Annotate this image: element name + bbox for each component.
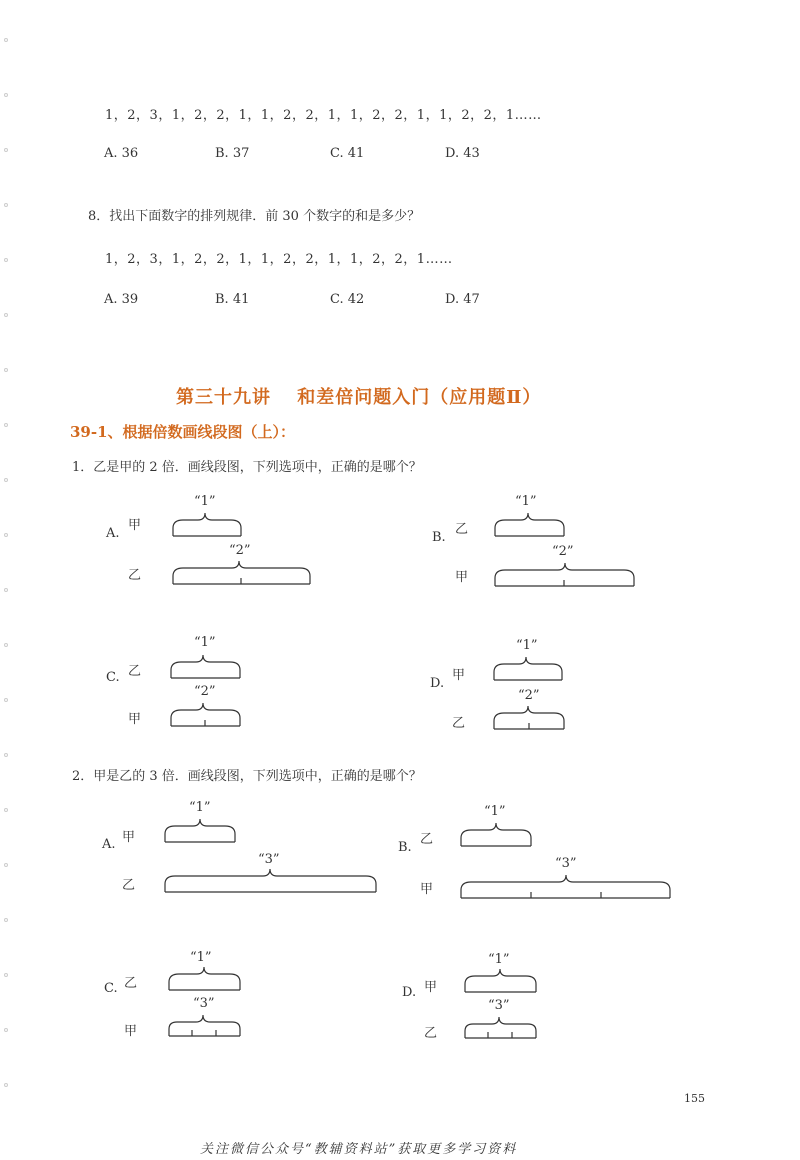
binding-edge [2,0,10,1160]
p2-choice-d-letter[interactable]: D. [402,985,417,1000]
p1-choice-b-top-mark: “1” [515,494,537,509]
p2-choice-a-letter[interactable]: A. [102,837,116,852]
q8-option-a[interactable]: A. 39 [104,292,139,307]
p2-choice-b-letter[interactable]: B. [398,840,412,855]
p1-choice-b-diagram [490,508,640,590]
p2-choice-a-bottom-mark: “3” [258,852,280,867]
q8-option-d[interactable]: D. 47 [445,292,480,307]
p2-choice-d-top-mark: “1” [488,952,510,967]
p1-choice-b-letter[interactable]: B. [432,530,446,545]
p1-choice-a-top-label: 甲 [128,518,142,533]
q7-option-b[interactable]: B. 37 [215,146,250,161]
p2-choice-a-top-mark: “1” [189,800,211,815]
p1-choice-a-letter[interactable]: A. [106,526,120,541]
p2-choice-b-top-mark: “1” [484,804,506,819]
page-number: 155 [684,1092,705,1105]
q7-option-d[interactable]: D. 43 [445,146,480,161]
q8-option-b[interactable]: B. 41 [215,292,250,307]
problem1-question: 1．乙是甲的 2 倍．画线段图，下列选项中，正确的是哪个？ [72,460,422,475]
p2-choice-a-bottom-label: 乙 [122,878,136,893]
problem2-question: 2．甲是乙的 3 倍．画线段图，下列选项中，正确的是哪个？ [72,769,422,784]
p1-choice-c-top-label: 乙 [128,664,142,679]
p1-choice-d-bottom-mark: “2” [518,688,540,703]
p1-choice-c-diagram [166,650,256,732]
q8-option-c[interactable]: C. 42 [330,292,365,307]
p1-choice-c-top-mark: “1” [194,635,216,650]
p2-choice-d-bottom-mark: “3” [488,998,510,1013]
p1-choice-a-bottom-label: 乙 [128,568,142,583]
p1-choice-c-bottom-mark: “2” [194,684,216,699]
lecture-title: 第三十九讲 和差倍问题入门（应用题Ⅱ） [176,387,542,408]
section-title: 39-1、根据倍数画线段图（上）： [70,423,296,441]
p2-choice-c-diagram [164,962,254,1044]
p2-choice-b-diagram [456,818,681,902]
p1-choice-d-bottom-label: 乙 [452,716,466,731]
p2-choice-d-diagram [460,964,550,1046]
p2-choice-a-diagram [160,814,385,896]
q8-question: 8．找出下面数字的排列规律．前 30 个数字的和是多少？ [88,209,421,224]
p2-choice-c-bottom-mark: “3” [193,996,215,1011]
footer-note: 关注微信公众号“教辅资料站”获取更多学习资料 [200,1142,518,1157]
p1-choice-c-letter[interactable]: C. [106,670,120,685]
p1-choice-a-bottom-mark: “2” [229,543,251,558]
q8-sequence: 1，2，3，1，2，2，1，1，2，2，1，1，2，2，1…… [105,252,453,267]
p2-choice-c-letter[interactable]: C. [104,981,118,996]
p1-choice-b-bottom-mark: “2” [552,544,574,559]
q7-sequence: 1，2，3，1，2，2，1，1，2，2，1，1，2，2，1，1，2，2，1…… [105,108,542,123]
p2-choice-c-top-mark: “1” [190,950,212,965]
p2-choice-b-top-label: 乙 [420,832,434,847]
p2-choice-d-bottom-label: 乙 [424,1026,438,1041]
p2-choice-b-bottom-mark: “3” [555,856,577,871]
p2-choice-a-top-label: 甲 [122,830,136,845]
q7-option-a[interactable]: A. 36 [104,146,139,161]
p1-choice-a-diagram [168,508,318,588]
q7-option-c[interactable]: C. 41 [330,146,365,161]
p1-choice-d-letter[interactable]: D. [430,676,445,691]
p2-choice-d-top-label: 甲 [424,980,438,995]
p1-choice-d-diagram [489,652,579,734]
p2-choice-c-bottom-label: 甲 [124,1024,138,1039]
brace-path [173,513,241,536]
p1-choice-c-bottom-label: 甲 [128,712,142,727]
p1-choice-b-bottom-label: 甲 [455,570,469,585]
p2-choice-c-top-label: 乙 [124,976,138,991]
p1-choice-d-top-label: 甲 [452,668,466,683]
p1-choice-d-top-mark: “1” [516,638,538,653]
p2-choice-b-bottom-label: 甲 [420,882,434,897]
p1-choice-b-top-label: 乙 [455,522,469,537]
p1-choice-a-top-mark: “1” [194,494,216,509]
